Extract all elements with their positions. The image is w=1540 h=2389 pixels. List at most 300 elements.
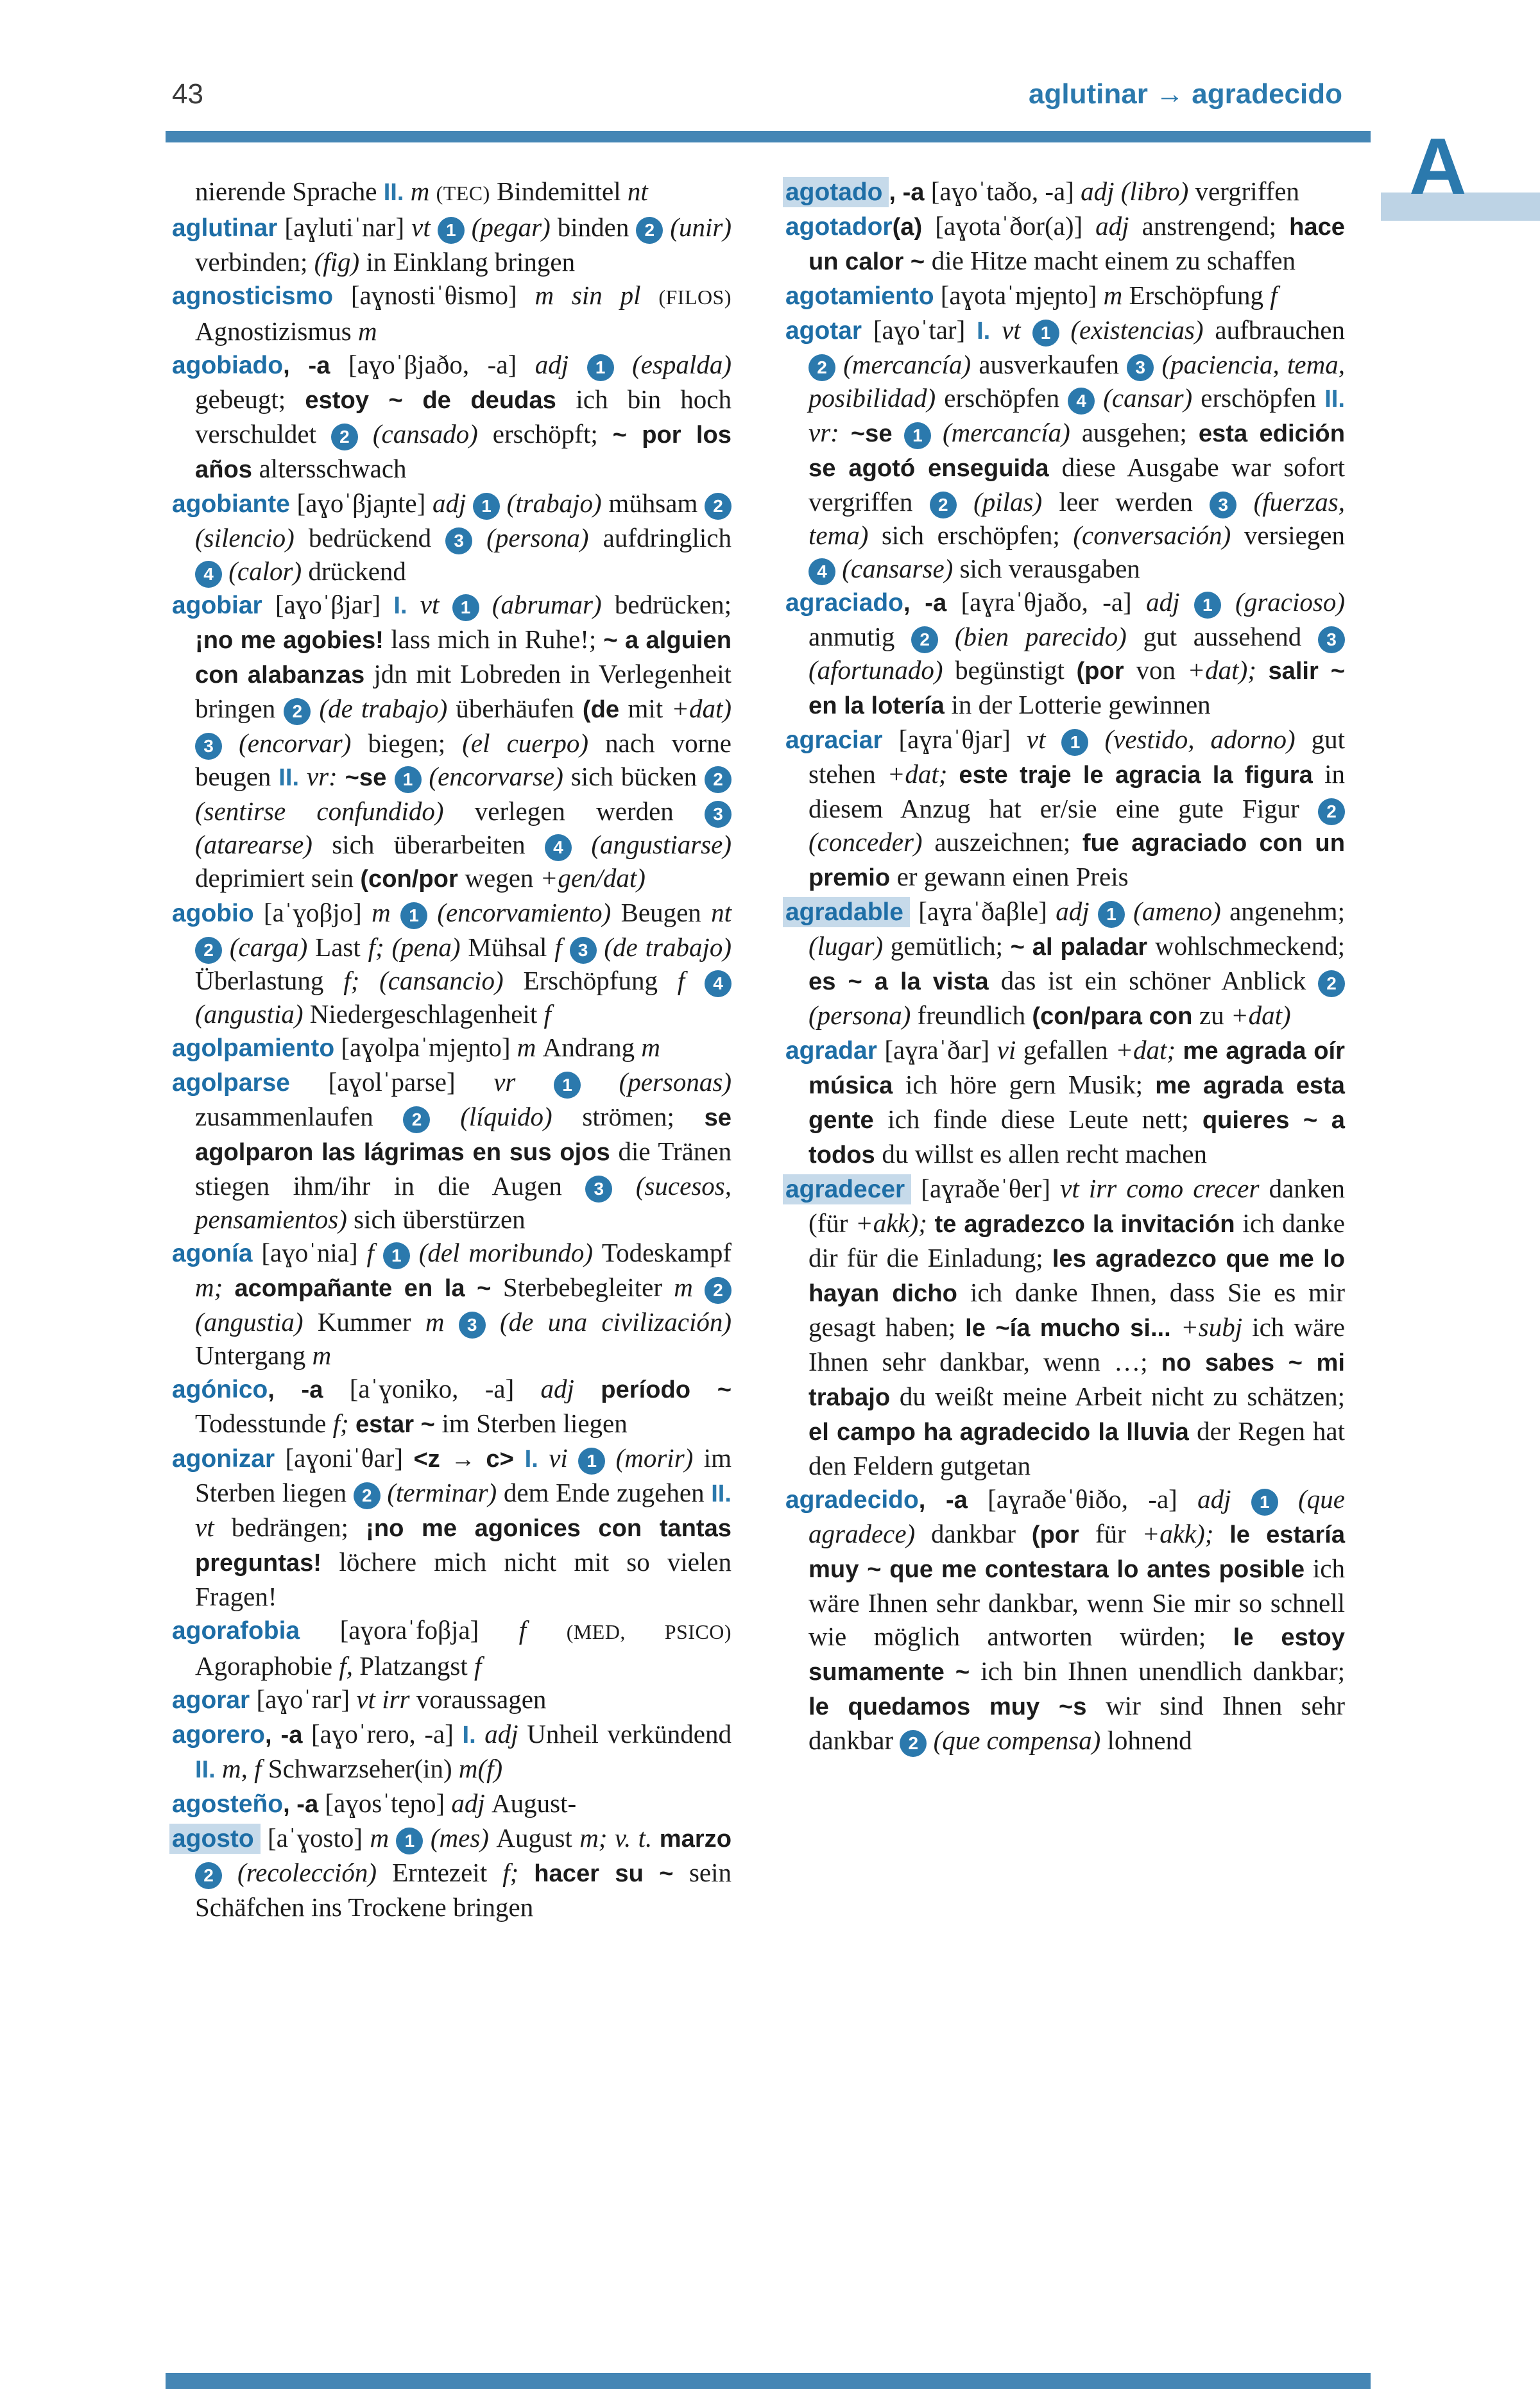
example-phrase: el campo ha agradecido la lluvia <box>809 1418 1197 1446</box>
entry-text: nierende Sprache <box>195 176 384 206</box>
entry-text: zu <box>1199 1000 1231 1030</box>
entry-text: ich danke dir für die Einladung; <box>809 1208 1345 1272</box>
headword: agorar <box>172 1686 250 1714</box>
field-label: (FILOS) <box>658 286 732 309</box>
example-phrase: período ~ <box>601 1376 732 1403</box>
entry-text: du weißt meine Arbeit nicht zu schätzen; <box>899 1382 1346 1411</box>
grammar-label: (morir) <box>605 1443 704 1473</box>
grammar-label: (pegar) <box>464 212 558 242</box>
sense-number-badge: 1 <box>904 422 931 449</box>
entry-text: Todeskampf <box>601 1238 732 1267</box>
entry-text: biegen; <box>368 728 463 758</box>
entry-text: Unheil verkündend <box>527 1719 732 1749</box>
entry-text: Überlastung <box>195 966 344 995</box>
sense-number-badge: 1 <box>383 1242 410 1269</box>
dictionary-entry <box>785 209 1345 278</box>
entry-text: [aɣoniˈθar] <box>275 1443 414 1473</box>
grammar-label: adj <box>540 1374 601 1403</box>
grammar-label: (carga) <box>222 932 316 962</box>
grammar-label: m <box>312 1340 332 1370</box>
grammar-label: f; <box>332 1409 355 1438</box>
grammar-label: vt irr <box>356 1684 416 1714</box>
entry-text: sich verausgaben <box>959 554 1140 583</box>
entry-text: [aɣraˈðar] <box>877 1035 997 1065</box>
grammar-label: (terminar) <box>380 1478 504 1507</box>
grammar-label: (encorvamiento) <box>427 898 621 927</box>
grammar-label: (del moribundo) <box>409 1238 602 1267</box>
entry-text: lohnend <box>1107 1725 1192 1755</box>
sense-number-badge: 2 <box>911 626 938 653</box>
grammar-label: vt <box>1026 724 1062 754</box>
grammar-label: adj <box>475 1719 527 1749</box>
entry-text: [aɣoˈrero, -a] <box>302 1719 463 1749</box>
example-phrase: hace un calor ~ <box>809 213 1345 275</box>
grammar-label: (paciencia, tema, posibilidad) <box>809 350 1345 413</box>
sense-number-badge: 1 <box>400 902 427 929</box>
entry-text: erschöpfen <box>944 383 1068 413</box>
grammar-label: f, <box>339 1651 360 1681</box>
example-phrase: , -a <box>889 178 925 206</box>
entry-text: [aɣnostiˈθismo] <box>332 280 535 310</box>
example-phrase: ~ a alguien con alabanzas <box>195 626 732 689</box>
example-phrase: , -a <box>283 352 330 379</box>
grammar-label: (bien parecido) <box>938 622 1143 651</box>
entry-text: wegen <box>465 863 540 893</box>
example-phrase: , -a <box>918 1486 968 1514</box>
sense-number-badge: 2 <box>930 492 957 518</box>
sense-number-badge: 3 <box>1210 492 1236 518</box>
grammar-label: (de trabajo) <box>311 694 456 723</box>
example-phrase: marzo <box>659 1825 732 1853</box>
grammar-label: (que compensa) <box>927 1725 1108 1755</box>
grammar-label: (cansado) <box>357 419 493 449</box>
entry-text: [aɣolˈparse] <box>289 1067 494 1097</box>
grammar-label: nt <box>711 898 732 927</box>
entry-text: wir sind Ihnen sehr dankbar <box>809 1691 1345 1755</box>
sense-number-badge: 4 <box>809 558 835 585</box>
entry-text: bedrückend <box>308 523 446 552</box>
entry-text: ich danke Ihnen, dass Sie es mir gesagt haben; <box>809 1278 1345 1342</box>
grammar-label: f; (cansancio) <box>343 966 524 995</box>
grammar-label: (conversación) <box>1073 520 1244 550</box>
dictionary-entry <box>172 1683 732 1717</box>
sense-number-badge: 2 <box>403 1106 430 1133</box>
grammar-label: f <box>543 999 551 1029</box>
entry-text: [aɣlutiˈnar] <box>277 212 412 242</box>
example-phrase: ~se <box>850 420 904 447</box>
sense-number-badge: 4 <box>705 970 732 997</box>
entry-text: Sterbebegleiter <box>502 1272 674 1302</box>
headword: agosteño <box>172 1790 284 1818</box>
example-phrase: (por <box>1031 1521 1095 1548</box>
example-phrase: le estoy sumamente ~ <box>809 1623 1345 1686</box>
sense-number-badge: 2 <box>1318 798 1345 825</box>
example-phrase: acompañante en la ~ <box>234 1274 503 1302</box>
grammar-label: (abrumar) <box>479 590 615 619</box>
grammar-label: m <box>370 1823 397 1853</box>
entry-text: gefallen <box>1023 1035 1116 1065</box>
grammar-label: adj <box>451 1788 492 1818</box>
sense-number-badge: 3 <box>570 937 597 964</box>
example-phrase: te agradezco la invitación <box>934 1210 1243 1238</box>
sense-number-badge: 2 <box>195 1862 222 1889</box>
grammar-label: (unir) <box>663 212 732 242</box>
grammar-label: (cansar) <box>1095 383 1201 413</box>
headword: agnosticismo <box>172 282 333 310</box>
entry-text: [aɣosˈteɲo] <box>318 1788 452 1818</box>
dictionary-entry <box>172 486 732 588</box>
entry-text: der Regen hat den Feldern gutgetan <box>809 1416 1345 1480</box>
entry-text: versiegen <box>1244 520 1345 550</box>
entry-text: aufdringlich <box>603 523 732 552</box>
letter-tab: A <box>1409 123 1467 211</box>
entry-text: die Tränen stiegen ihm/ihr in die Augen <box>195 1136 732 1201</box>
grammar-label: vr: <box>299 762 345 791</box>
entry-text: anstrengend; <box>1142 211 1290 241</box>
entry-text: freundlich <box>917 1000 1032 1030</box>
entry-text: Mühsal <box>468 932 555 962</box>
entry-text: angenehm; <box>1229 896 1345 926</box>
grammar-label: m(f) <box>458 1754 503 1783</box>
dictionary-entry <box>785 1482 1345 1757</box>
example-phrase: fue agraciado con un premio <box>809 829 1345 891</box>
grammar-label: f <box>1270 280 1278 310</box>
entry-text: [aɣotaˈðor(a)] <box>922 211 1096 241</box>
grammar-label: (fig) <box>314 247 366 277</box>
headword: agraciar <box>785 726 883 754</box>
sense-number-badge: 1 <box>1251 1489 1278 1516</box>
example-phrase: es ~ a la vista <box>809 968 1001 995</box>
grammar-label: adj <box>1095 211 1142 241</box>
roman-numeral: II. <box>1324 385 1345 413</box>
grammar-label: m <box>358 316 377 346</box>
entry-text: Kummer <box>317 1307 425 1337</box>
sense-number-badge: 1 <box>554 1072 581 1099</box>
entry-text: aufbrauchen <box>1215 315 1345 345</box>
dictionary-entry <box>172 1236 732 1372</box>
grammar-label: f; (pena) <box>368 932 468 962</box>
grammar-label: (ameno) <box>1124 896 1230 926</box>
grammar-label: (vestido, adorno) <box>1088 724 1312 754</box>
sense-number-badge: 1 <box>473 493 500 520</box>
grammar-label: (lugar) <box>809 931 891 961</box>
grammar-label: m; <box>195 1272 235 1302</box>
grammar-label: +subj <box>1181 1312 1253 1342</box>
headword: agolparse <box>172 1069 290 1097</box>
grammar-label: (encorvar) <box>222 728 368 758</box>
headword: agorero <box>172 1721 265 1749</box>
headword-highlighted: agradecer <box>783 1174 911 1204</box>
sense-number-badge: 1 <box>396 1828 423 1854</box>
grammar-label: m <box>372 898 401 927</box>
sense-number-badge: 2 <box>331 424 358 450</box>
dictionary-entry <box>172 1821 732 1924</box>
grammar-label: adj <box>1056 896 1098 926</box>
example-phrase: me agrada esta gente <box>809 1072 1345 1134</box>
grammar-label: (mercancía) <box>835 350 979 379</box>
dictionary-entry <box>172 210 732 278</box>
entry-text: erschöpfen <box>1201 383 1325 413</box>
example-phrase: (con/para con <box>1032 1002 1199 1030</box>
example-phrase: , -a <box>268 1376 323 1403</box>
entry-text: auszeichnen; <box>934 827 1082 857</box>
entry-text: mühsam <box>608 488 705 518</box>
grammar-label: (de trabajo) <box>596 932 732 962</box>
sense-number-badge: 2 <box>284 698 311 725</box>
grammar-label: (pilas) <box>956 487 1059 517</box>
roman-numeral: I. <box>524 1445 538 1473</box>
dictionary-entry <box>785 313 1345 585</box>
example-phrase: les agradezco que me lo hayan dicho <box>809 1245 1345 1307</box>
grammar-label: f <box>554 932 570 962</box>
entry-text: bedrängen; <box>231 1512 366 1542</box>
headword: agotador <box>785 213 893 241</box>
grammar-label: f <box>366 1238 383 1267</box>
entry-continuation <box>172 175 732 210</box>
grammar-label: +dat) <box>1230 1000 1291 1030</box>
sense-number-badge: 1 <box>438 217 465 244</box>
left-column <box>172 175 732 1924</box>
entry-text: [aɣoˈtaðo, -a] <box>924 176 1081 206</box>
grammar-label: m <box>517 1032 543 1062</box>
roman-numeral: II. <box>278 764 300 791</box>
entry-text: Erschöpfung <box>523 966 678 995</box>
entry-text: sein Schäfchen ins Trockene bringen <box>195 1858 732 1922</box>
entry-text: sich erschöpfen; <box>881 520 1074 550</box>
grammar-label: (encorvarse) <box>421 762 571 791</box>
entry-text: ich finde diese Leute nett; <box>887 1104 1202 1134</box>
entry-text: verbinden; <box>195 247 314 277</box>
example-phrase: ¡no me agonices con tantas preguntas! <box>195 1514 732 1577</box>
entry-text: in Einklang bringen <box>366 247 576 277</box>
entry-text: die Hitze macht einem zu schaffen <box>931 246 1296 275</box>
example-phrase: le estaría muy ~ que me contestara lo antes posible <box>809 1521 1346 1583</box>
page-number: 43 <box>172 78 203 110</box>
grammar-label: adj <box>1146 587 1194 617</box>
grammar-label: vi <box>997 1035 1023 1065</box>
example-phrase: salir ~ en la lotería <box>809 657 1346 719</box>
grammar-label: +akk); <box>855 1208 935 1238</box>
grammar-label: (líquido) <box>430 1102 583 1131</box>
sense-number-badge: 2 <box>1318 970 1345 997</box>
entry-text: [aɣraˈθjar] <box>882 724 1027 754</box>
entry-text: mit <box>628 694 672 723</box>
sense-number-badge: 1 <box>1098 901 1125 928</box>
grammar-label: (espalda) <box>613 350 732 379</box>
bottom-rule-bar <box>166 2373 1371 2389</box>
example-phrase: (de <box>582 696 628 723</box>
entry-text: ausverkaufen <box>979 350 1127 379</box>
sense-number-badge: 3 <box>705 801 732 828</box>
grammar-label: vt irr como crecer <box>1060 1174 1269 1203</box>
entry-text: [aɣraˈθjaðo, -a] <box>946 587 1147 617</box>
entry-text: August- <box>492 1788 577 1818</box>
entry-text: diese Ausgabe war sofort vergriffen <box>809 452 1345 517</box>
grammar-label: (mes) <box>423 1823 497 1853</box>
grammar-label: (atarearse) <box>195 830 332 859</box>
headword: agobiante <box>172 490 290 518</box>
entry-text: Agnostizismus <box>195 316 358 346</box>
header-rule-bar <box>166 131 1371 142</box>
entry-text: Platzangst <box>359 1651 474 1681</box>
entry-text: dankbar <box>930 1519 1032 1548</box>
headword: agorafobia <box>172 1617 300 1645</box>
grammar-label: m <box>1103 280 1129 310</box>
entry-text: jdn mit Lobreden in Verlegenheit bringen <box>195 659 732 723</box>
grammar-label: +dat) <box>671 694 732 723</box>
dictionary-entry <box>785 723 1345 895</box>
example-phrase: me agrada oír música <box>809 1037 1345 1099</box>
dictionary-entry <box>785 895 1345 1033</box>
entry-text: vergriffen <box>1195 176 1299 206</box>
entry-text: dem Ende zugehen <box>503 1478 712 1507</box>
entry-text: erschöpft; <box>492 419 613 449</box>
entry-text: Erschöpfung <box>1129 280 1270 310</box>
roman-numeral: I. <box>462 1721 476 1749</box>
dictionary-entry <box>172 1786 732 1821</box>
grammar-label: +akk); <box>1142 1519 1230 1548</box>
headword: agotamiento <box>785 282 934 310</box>
grammar-label: m, f <box>215 1754 268 1783</box>
sense-number-badge: 1 <box>452 594 479 621</box>
grammar-label: (angustia) <box>195 999 310 1029</box>
sense-number-badge: 2 <box>636 217 663 244</box>
headword-highlighted: agradable <box>783 897 910 927</box>
grammar-label: adj (libro) <box>1081 176 1195 206</box>
grammar-label: (mercancía) <box>930 418 1082 447</box>
grammar-label: +dat; <box>887 759 959 789</box>
entry-text: [aɣraðeˈθer] <box>911 1174 1061 1203</box>
grammar-label: +gen/dat) <box>540 863 646 893</box>
grammar-label: m <box>404 176 436 206</box>
example-phrase: le quedamos muy ~s <box>809 1693 1106 1720</box>
entry-text: binden <box>557 212 637 242</box>
sense-number-badge: 2 <box>705 766 732 793</box>
field-label: (TEC) <box>436 182 490 205</box>
entry-text: [aˈɣoniko, -a] <box>323 1374 541 1403</box>
grammar-label: nt <box>627 176 648 206</box>
sense-number-badge: 2 <box>354 1482 381 1509</box>
entry-text: verlegen werden <box>474 796 705 826</box>
dictionary-entry <box>172 896 732 1031</box>
example-phrase: no sabes ~ mi trabajo <box>809 1349 1345 1411</box>
sense-number-badge: 3 <box>459 1312 486 1339</box>
entry-text: sich überarbeiten <box>332 830 545 859</box>
grammar-label: (calor) <box>222 556 309 586</box>
sense-number-badge: 1 <box>587 354 614 381</box>
entry-text: [aɣoˈtar] <box>862 315 977 345</box>
example-phrase: , -a <box>264 1721 303 1749</box>
entry-text: ich wäre Ihnen sehr dankbar, wenn …; <box>809 1312 1346 1376</box>
dictionary-entry <box>785 278 1345 313</box>
entry-text: August <box>496 1823 580 1853</box>
entry-text: [aɣoˈnia] <box>252 1238 367 1267</box>
entry-text: deprimiert sein <box>195 863 361 893</box>
entry-text: [aɣoˈrar] <box>250 1684 357 1714</box>
entry-text: nach vorne beugen <box>195 728 732 791</box>
grammar-label: (el cuerpo) <box>462 728 606 758</box>
entry-text: drückend <box>308 556 406 586</box>
entry-text: Niedergeschlagenheit <box>309 999 544 1029</box>
roman-numeral: I. <box>977 317 991 345</box>
grammar-label: (angustia) <box>195 1307 318 1337</box>
entry-text: in der Lotterie gewinnen <box>951 690 1211 719</box>
sense-number-badge: 1 <box>395 766 422 793</box>
dictionary-entry <box>172 1613 732 1683</box>
sense-number-badge: 2 <box>809 354 835 381</box>
example-phrase: , -a <box>903 589 947 617</box>
example-phrase: (por <box>1076 657 1136 685</box>
grammar-label: (sucesos, pensamientos) <box>195 1171 732 1234</box>
entry-text: [aˈɣoβjo] <box>253 898 372 927</box>
right-column <box>785 175 1345 1757</box>
grammar-label: (recolección) <box>222 1858 393 1887</box>
entry-text: [aɣoˈβjaɲte] <box>289 488 432 518</box>
dictionary-entry <box>172 1065 732 1236</box>
entry-text: im Sterben liegen <box>195 1443 732 1507</box>
entry-text: [aɣraˈðaβle] <box>909 896 1056 926</box>
grammar-label: (fuerzas, tema) <box>809 487 1345 550</box>
grammar-label: (conceder) <box>809 827 935 857</box>
grammar-label: +dat); <box>1187 655 1269 685</box>
headword: agobiado <box>172 352 284 379</box>
example-phrase: hacer su ~ <box>534 1860 689 1887</box>
entry-text: im Sterben liegen <box>441 1409 628 1438</box>
grammar-label: (gracioso) <box>1220 587 1345 617</box>
sense-number-badge: 2 <box>195 937 222 964</box>
dictionary-entry <box>785 1033 1345 1172</box>
entry-text: überhäufen <box>456 694 583 723</box>
entry-text: ich bin Ihnen unendlich dankbar; <box>980 1656 1345 1686</box>
grammar-label: vt <box>195 1512 232 1542</box>
sense-number-badge: 3 <box>195 733 222 760</box>
dictionary-entry <box>172 1441 732 1613</box>
grammar-label: (trabajo) <box>500 488 609 518</box>
entry-text: lass mich in Ruhe!; <box>391 624 604 654</box>
headword-highlighted: agotado <box>783 177 889 207</box>
entry-text: bedrücken; <box>614 590 732 619</box>
entry-text: Erntezeit <box>392 1858 503 1887</box>
headword: agonía <box>172 1240 253 1267</box>
grammar-label: f <box>474 1651 482 1681</box>
grammar-label: adj <box>535 350 587 379</box>
dictionary-entry <box>785 1172 1345 1482</box>
grammar-label: (sentirse confundido) <box>195 796 475 826</box>
entry-text: [aɣoˈβjar] <box>262 590 394 619</box>
entry-text: [aɣoraˈfoβja] <box>300 1615 519 1645</box>
dictionary-entry <box>172 1372 732 1441</box>
grammar-label: vi <box>538 1443 579 1473</box>
grammar-label: (existencias) <box>1059 315 1215 345</box>
entry-text: für <box>1095 1519 1142 1548</box>
grammar-label: f <box>518 1615 567 1645</box>
example-phrase: se agolparon las lágrimas en sus ojos <box>195 1104 732 1166</box>
entry-text: wohlschmeckend; <box>1154 931 1346 961</box>
grammar-label: vr: <box>809 418 851 447</box>
example-phrase: (a) <box>892 213 923 241</box>
entry-text: von <box>1136 655 1188 685</box>
grammar-label: vt <box>990 315 1032 345</box>
sense-number-badge: 3 <box>585 1176 612 1203</box>
sense-number-badge: 1 <box>578 1448 605 1475</box>
header-guide-words: aglutinar → agradecido <box>1029 78 1342 110</box>
sense-number-badge: 3 <box>1318 626 1345 653</box>
roman-numeral: II. <box>383 178 404 206</box>
entry-text: gut stehen <box>809 724 1345 789</box>
entry-text: sich bücken <box>570 762 705 791</box>
dictionary-entry <box>785 175 1345 209</box>
example-phrase: este traje le agracia la figura <box>959 761 1325 789</box>
